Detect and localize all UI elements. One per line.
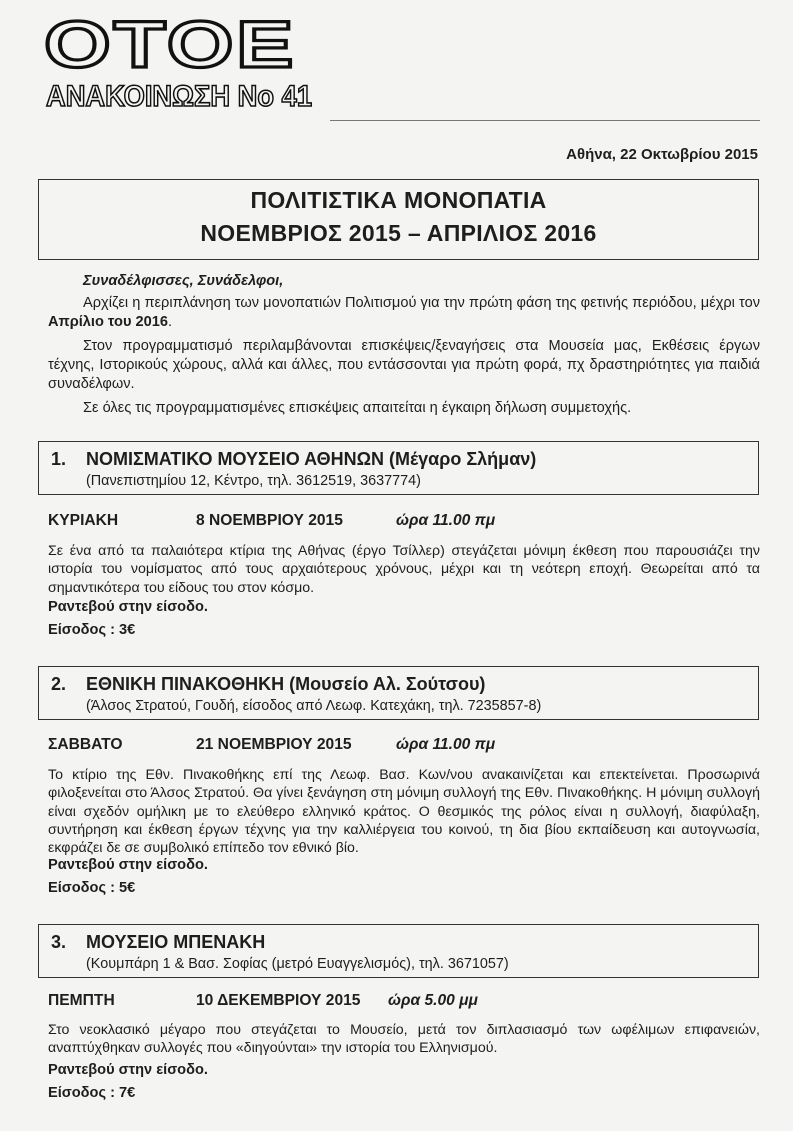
intro-p1-end: . [167,314,173,330]
intro-p1-text: Αρχίζει η περιπλάνηση των μονοπατιών Πολιτισμού για την πρώτη φάση της φετινής περιόδου, μέχρι τον [83,295,760,311]
event-3-header [38,924,759,978]
intro-section [48,272,760,423]
event-1-description: Σε ένα από τα παλαιότερα κτίρια της Αθήνας (έργο Τσίλλερ) στεγάζεται μόνιμη έκθεση που παρουσιάζει την ιστορία του νομίσματος από τους αρχαιότερους χρόνους, μέχρι και τη νεότερη εποχή. Θεωρείται από τα σημαντικότερα του είδους του στον κόσμο. [48,543,760,596]
event-2-number: 2. [51,674,67,694]
event-1-header [38,441,759,495]
event-3-description: Στο νεοκλασικό μέγαρο που στεγάζεται το Μουσείο, μετά τον διπλασιασμό των ωφέλιμων επιφανειών, αναπτύχθηκαν συλλογές που «διηγούνται» την ιστορία του Ελληνισμού. [48,1022,760,1057]
event-1-date: 8 ΝΟΕΜΒΡΙΟΥ 2015 [196,512,343,529]
event-1-day: ΚΥΡΙΑΚΗ [48,512,119,529]
event-3-name: ΜΟΥΣΕΙΟ ΜΠΕΝΑΚΗ [86,932,266,952]
intro-p1-bold: Απρίλιο του 2016 [48,314,168,330]
event-3-day: ΠΕΜΠΤΗ [48,992,115,1009]
event-3-number: 3. [51,932,67,952]
event-2-name: ΕΘΝΙΚΗ ΠΙΝΑΚΟΘΗΚΗ (Μουσείο Αλ. Σούτσου) [86,674,486,694]
event-2-fee: Είσοδος : 5€ [48,880,136,896]
announcement-number: ΑΝΑΚΟΙΝΩΣΗ Νο 41 [46,80,312,112]
event-2-description: Το κτίριο της Εθν. Πινακοθήκης επί της Λεωφ. Βασ. Κων/νου ανακαινίζεται και επεκτείνεται. Προσωρινά φιλοξενείται στο Άλσος Στρατού. Θα γίνει ξενάγηση στη μόνιμη συλλογή της Εθν. Πινακοθήκης. Η μόνιμη συλλογή είναι σχεδόν ομήλικη με το ελεύθερο ελληνικό κράτος. Ο θεσμικός της ρόλος είναι η συλλογή, διαφύλαξη, συντήρηση και έκθεση έργων τέχνης για την καλλιέργεια του κοινού, τη δια βίου εκπαίδευση και αυτογνωσία, εκφράζει δε σε συμβολικό επίπεδο τον εθνικό βίο. [48,767,760,857]
title-line-1: ΠΟΛΙΤΙΣΤΙΚΑ ΜΟΝΟΠΑΤΙΑ [250,187,547,213]
event-2-address: (Άλσος Στρατού, Γουδή, είσοδος από Λεωφ. Κατεχάκη, τηλ. 7235857-8) [86,698,542,714]
event-2-meeting: Ραντεβού στην είσοδο. [48,857,208,873]
header-rule [330,120,760,121]
event-3-meeting: Ραντεβού στην είσοδο. [48,1062,208,1078]
title-box [38,179,759,260]
event-1-time: ώρα 11.00 πμ [396,512,496,529]
event-2-date: 21 ΝΟΕΜΒΡΙΟΥ 2015 [196,736,352,753]
otoe-logo [42,10,332,112]
event-2-time: ώρα 11.00 πμ [396,736,496,753]
event-3-date: 10 ΔΕΚΕΜΒΡΙΟΥ 2015 [196,992,361,1009]
event-1-number: 1. [51,449,67,469]
intro-paragraph-1 [48,294,760,332]
event-3-fee: Είσοδος : 7€ [48,1085,136,1101]
intro-paragraph-2: Στον προγραμματισμό περιλαμβάνονται επισκέψεις/ξεναγήσεις στα Μουσεία μας, Εκθέσεις έργων τέχνης, Ιστορικούς χώρους, αλλά και άλλες, που εντάσσονται για πρώτη φορά, πχ δραστηριότητες για παιδιά συναδέλφων. [48,338,760,392]
event-1-meeting: Ραντεβού στην είσοδο. [48,599,208,615]
event-1-name: ΝΟΜΙΣΜΑΤΙΚΟ ΜΟΥΣΕΙΟ ΑΘΗΝΩΝ (Μέγαρο Σλήμαν) [86,449,537,469]
greeting: Συναδέλφισσες, Συνάδελφοι, [83,273,284,289]
title-line-2: ΝΟΕΜΒΡΙΟΣ 2015 – ΑΠΡΙΛΙΟΣ 2016 [200,220,597,246]
document-date: Αθήνα, 22 Οκτωβρίου 2015 [566,146,758,163]
event-1-fee: Είσοδος : 3€ [48,622,136,638]
event-2-day: ΣΑΒΒΑΤΟ [48,736,123,753]
event-3-time: ώρα 5.00 μμ [388,992,478,1009]
intro-paragraph-3: Σε όλες τις προγραμματισμένες επισκέψεις απαιτείται η έγκαιρη δήλωση συμμετοχής. [83,400,632,416]
event-2-header [38,666,759,720]
event-3-address: (Κουμπάρη 1 & Βασ. Σοφίας (μετρό Ευαγγελισμός), τηλ. 3671057) [86,956,509,972]
logo-text: ΟΤΟΕ [44,10,296,81]
event-1-address: (Πανεπιστημίου 12, Κέντρο, τηλ. 3612519, 3637774) [86,473,421,489]
